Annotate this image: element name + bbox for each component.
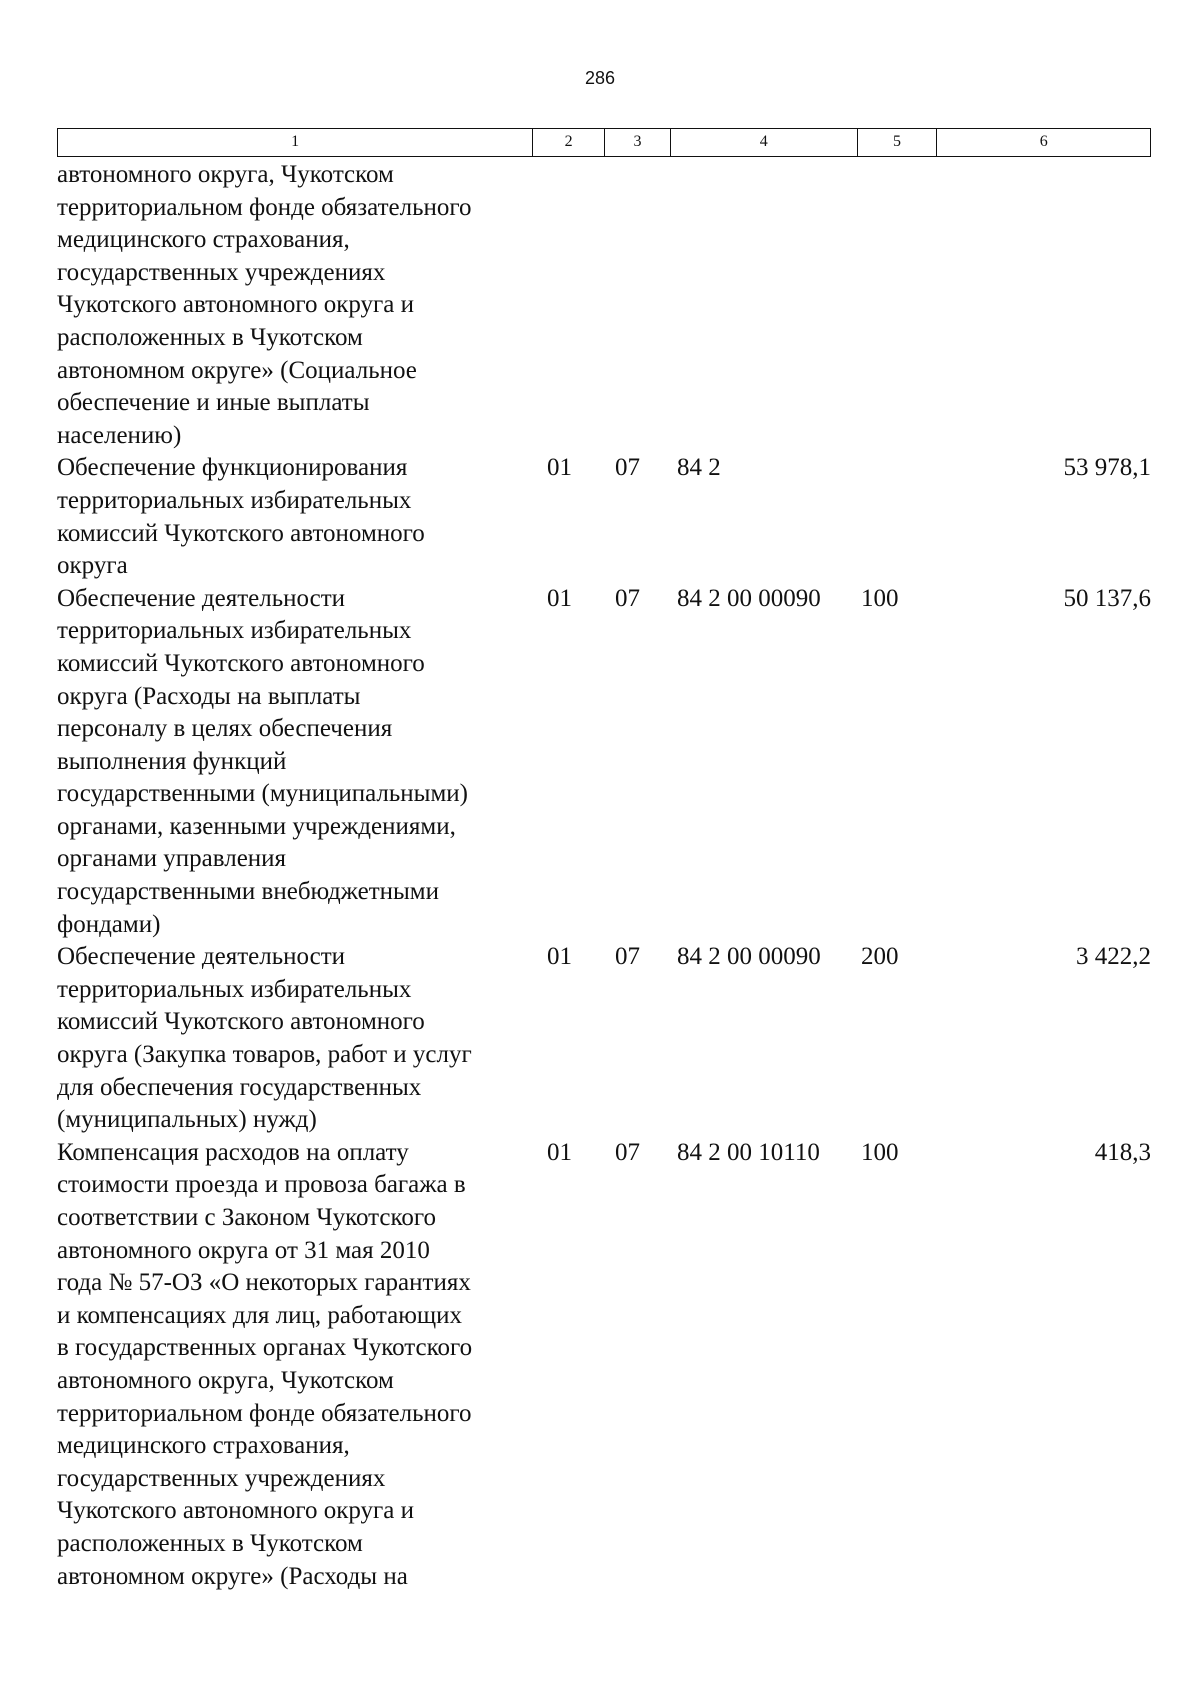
row-type xyxy=(858,159,938,452)
table-row xyxy=(57,1137,1151,1593)
row-section: 01 xyxy=(547,454,572,482)
row-target: 84 2 00 00090 xyxy=(677,584,821,612)
table-row xyxy=(57,941,1151,1137)
row-name: Обеспечение деятельности территориальных избирательных комиссий Чукотского автономного округа (Расходы на выплаты персоналу в целях обеспечения выполнения функций государственными (муниципальными) органами, казенными учреждениями, органами управления государственными внебюджетными фондами) xyxy=(57,584,468,938)
row-amount xyxy=(938,159,1151,452)
row-type: 200 xyxy=(861,943,899,971)
table-row xyxy=(57,452,1151,582)
row-section: 01 xyxy=(547,584,572,612)
row-subsection: 07 xyxy=(615,943,640,971)
row-amount: 418,3 xyxy=(1094,1138,1151,1166)
row-name: Обеспечение функционирования территориальных избирательных комиссий Чукотского автономного округа xyxy=(57,454,425,580)
row-amount: 53 978,1 xyxy=(1063,454,1151,482)
row-section: 01 xyxy=(547,943,572,971)
header-cell-4: 4 xyxy=(671,129,858,156)
header-cell-6: 6 xyxy=(1039,133,1048,150)
header-cell-5: 5 xyxy=(858,129,938,156)
page-number: 286 xyxy=(584,68,616,88)
header-cell-3: 3 xyxy=(605,129,671,156)
row-section: 01 xyxy=(547,1138,572,1166)
table-row xyxy=(57,583,1151,942)
row-target: 84 2 xyxy=(677,454,721,482)
row-amount: 3 422,2 xyxy=(1076,943,1151,971)
row-name: автономного округа, Чукотском территориальном фонде обязательного медицинского страхования, государственных учреждениях Чукотского автономного округа и расположенных в Чукотском автономном округе» (Социальное обеспечение и иные выплаты населению) xyxy=(57,161,472,449)
row-type: 100 xyxy=(861,584,899,612)
header-cell-1: 1 xyxy=(58,129,533,156)
table-header-row xyxy=(57,128,1151,157)
row-target: 84 2 00 10110 xyxy=(677,1138,820,1166)
row-type xyxy=(858,452,938,582)
row-target: 84 2 00 00090 xyxy=(677,943,821,971)
row-name: Компенсация расходов на оплату стоимости проезда и провоза багажа в соответствии с Законом Чукотского автономного округа от 31 мая 2010 года № 57-ОЗ «О некоторых гарантиях и компенсациях для лиц, работающих в государственных органах Чукотского автономного округа, Чукотском территориальном фонде обязательного медицинского страхования, государственных учреждениях Чукотского автономного округа и расположенных в Чукотском автономном округе» (Расходы на xyxy=(57,1138,473,1590)
row-subsection: 07 xyxy=(615,454,640,482)
row-target xyxy=(671,159,858,452)
row-amount: 50 137,6 xyxy=(1063,584,1151,612)
row-type: 100 xyxy=(861,1138,899,1166)
header-cell-2: 2 xyxy=(533,129,605,156)
row-name: Обеспечение деятельности территориальных избирательных комиссий Чукотского автономного округа (Закупка товаров, работ и услуг для обеспечения государственных (муниципальных) нужд) xyxy=(57,943,472,1134)
budget-table xyxy=(57,128,1151,1593)
row-subsection: 07 xyxy=(615,584,640,612)
row-section xyxy=(533,159,605,452)
row-subsection xyxy=(605,159,671,452)
table-row xyxy=(57,159,1151,452)
table-body xyxy=(57,157,1151,1593)
row-subsection: 07 xyxy=(615,1138,640,1166)
